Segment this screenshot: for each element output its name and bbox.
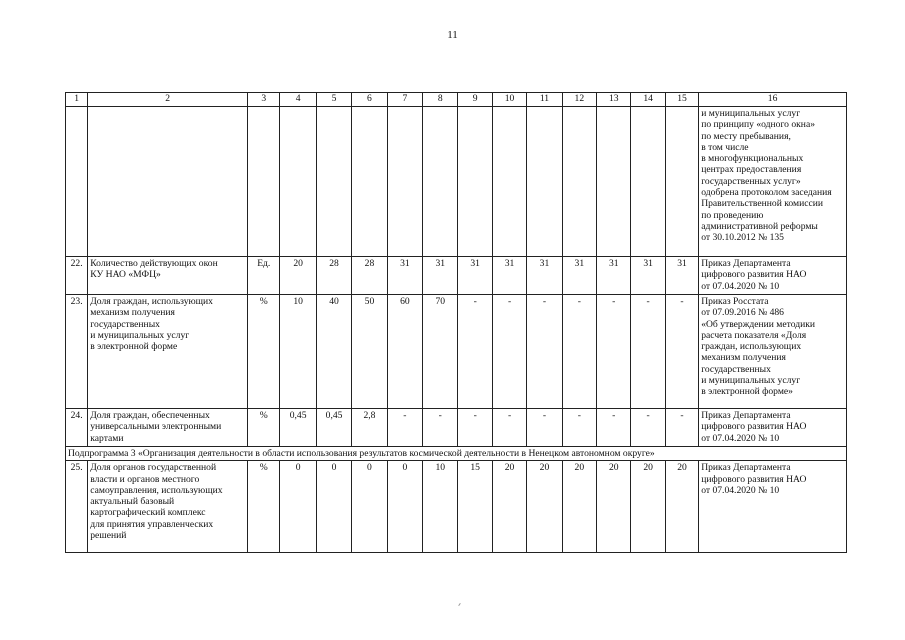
table-cell xyxy=(597,107,631,257)
value-cell: 10 xyxy=(280,295,316,409)
value-cell: 31 xyxy=(597,257,631,295)
value-cell: 0 xyxy=(387,461,422,553)
table-cell xyxy=(248,107,280,257)
table-row xyxy=(66,295,847,409)
value-cell: 20 xyxy=(562,461,596,553)
table-cell xyxy=(352,107,387,257)
value-cell: - xyxy=(665,409,698,447)
value-cell: 31 xyxy=(562,257,596,295)
table-cell xyxy=(387,107,422,257)
unit-cell: % xyxy=(248,461,280,553)
value-cell: 31 xyxy=(631,257,665,295)
column-header: 16 xyxy=(699,93,847,107)
column-header: 10 xyxy=(492,93,526,107)
table-row xyxy=(66,409,847,447)
column-header: 14 xyxy=(631,93,665,107)
indicator-name: Доля граждан, использующих механизм получения государственных и муниципальных услуг в электронной форме xyxy=(88,295,248,409)
table-cell xyxy=(88,107,248,257)
value-cell: 28 xyxy=(316,257,351,295)
column-header: 12 xyxy=(562,93,596,107)
row-number: 25. xyxy=(66,461,88,553)
value-cell: 60 xyxy=(387,295,422,409)
value-cell: 20 xyxy=(280,257,316,295)
value-cell: 20 xyxy=(665,461,698,553)
value-cell: 31 xyxy=(387,257,422,295)
table-cell xyxy=(280,107,316,257)
value-cell: 0 xyxy=(280,461,316,553)
value-cell: - xyxy=(458,409,492,447)
value-cell: 20 xyxy=(527,461,562,553)
subprogram-row xyxy=(66,447,847,461)
column-header: 1 xyxy=(66,93,88,107)
continuation-row xyxy=(66,107,847,257)
basis-cell: Приказ Департамента цифрового развития НАО от 07.04.2020 № 10 xyxy=(699,409,847,447)
column-header: 15 xyxy=(665,93,698,107)
column-number-row xyxy=(66,93,847,107)
unit-cell: % xyxy=(248,295,280,409)
table-cell xyxy=(631,107,665,257)
table-cell xyxy=(458,107,492,257)
value-cell: 10 xyxy=(423,461,458,553)
value-cell: - xyxy=(492,409,526,447)
value-cell: 20 xyxy=(631,461,665,553)
column-header: 5 xyxy=(316,93,351,107)
table-row xyxy=(66,461,847,553)
table-row xyxy=(66,257,847,295)
value-cell: - xyxy=(597,409,631,447)
value-cell: - xyxy=(631,295,665,409)
table-cell xyxy=(665,107,698,257)
value-cell: - xyxy=(527,295,562,409)
value-cell: 70 xyxy=(423,295,458,409)
scan-mark xyxy=(458,603,461,606)
column-header: 7 xyxy=(387,93,422,107)
value-cell: 15 xyxy=(458,461,492,553)
table-cell xyxy=(492,107,526,257)
value-cell: 40 xyxy=(316,295,351,409)
table-cell xyxy=(316,107,351,257)
value-cell: 28 xyxy=(352,257,387,295)
value-cell: 31 xyxy=(527,257,562,295)
column-header: 13 xyxy=(597,93,631,107)
value-cell: - xyxy=(597,295,631,409)
value-cell: 0 xyxy=(316,461,351,553)
table-cell xyxy=(527,107,562,257)
value-cell: - xyxy=(562,295,596,409)
column-header: 8 xyxy=(423,93,458,107)
indicator-name: Доля органов государственной власти и органов местного самоуправления, использующих актуальный базовый картографический комплекс для принятия управленческих решений xyxy=(88,461,248,553)
value-cell: - xyxy=(492,295,526,409)
row-number: 24. xyxy=(66,409,88,447)
table-cell xyxy=(423,107,458,257)
table-cell xyxy=(562,107,596,257)
value-cell: 20 xyxy=(597,461,631,553)
column-header: 11 xyxy=(527,93,562,107)
value-cell: 2,8 xyxy=(352,409,387,447)
row-number: 23. xyxy=(66,295,88,409)
value-cell: 0 xyxy=(352,461,387,553)
table-cell xyxy=(66,107,88,257)
value-cell: 0,45 xyxy=(316,409,351,447)
value-cell: - xyxy=(387,409,422,447)
value-cell: - xyxy=(631,409,665,447)
unit-cell: % xyxy=(248,409,280,447)
indicator-name: Количество действующих окон КУ НАО «МФЦ» xyxy=(88,257,248,295)
row-number: 22. xyxy=(66,257,88,295)
value-cell: 31 xyxy=(665,257,698,295)
value-cell: 50 xyxy=(352,295,387,409)
value-cell: 0,45 xyxy=(280,409,316,447)
indicators-table xyxy=(65,92,847,553)
value-cell: - xyxy=(458,295,492,409)
value-cell: - xyxy=(527,409,562,447)
value-cell: - xyxy=(423,409,458,447)
value-cell: 31 xyxy=(458,257,492,295)
column-header: 4 xyxy=(280,93,316,107)
subprogram-heading: Подпрограмма 3 «Организация деятельности в области использования результатов космической деятельности в Ненецком автономном округе» xyxy=(66,447,847,461)
value-cell: 20 xyxy=(492,461,526,553)
value-cell: 31 xyxy=(423,257,458,295)
basis-cell: и муниципальных услуг по принципу «одного окна» по месту пребывания, в том числе в многофункциональных центрах предоставления государственных услуг» одобрена протоколом заседания Правительственной комиссии по проведению административной реформы от 30.10.2012 № 135 xyxy=(699,107,847,257)
value-cell: - xyxy=(562,409,596,447)
unit-cell: Ед. xyxy=(248,257,280,295)
column-header: 2 xyxy=(88,93,248,107)
basis-cell: Приказ Департамента цифрового развития НАО от 07.04.2020 № 10 xyxy=(699,461,847,553)
basis-cell: Приказ Росстата от 07.09.2016 № 486 «Об утверждении методики расчета показателя «Доля граждан, использующих механизм получения государственных и муниципальных услуг в электронной форме» xyxy=(699,295,847,409)
column-header: 6 xyxy=(352,93,387,107)
indicator-name: Доля граждан, обеспеченных универсальными электронными картами xyxy=(88,409,248,447)
basis-cell: Приказ Департамента цифрового развития НАО от 07.04.2020 № 10 xyxy=(699,257,847,295)
value-cell: - xyxy=(665,295,698,409)
value-cell: 31 xyxy=(492,257,526,295)
column-header: 3 xyxy=(248,93,280,107)
column-header: 9 xyxy=(458,93,492,107)
page-number: 11 xyxy=(447,29,458,41)
